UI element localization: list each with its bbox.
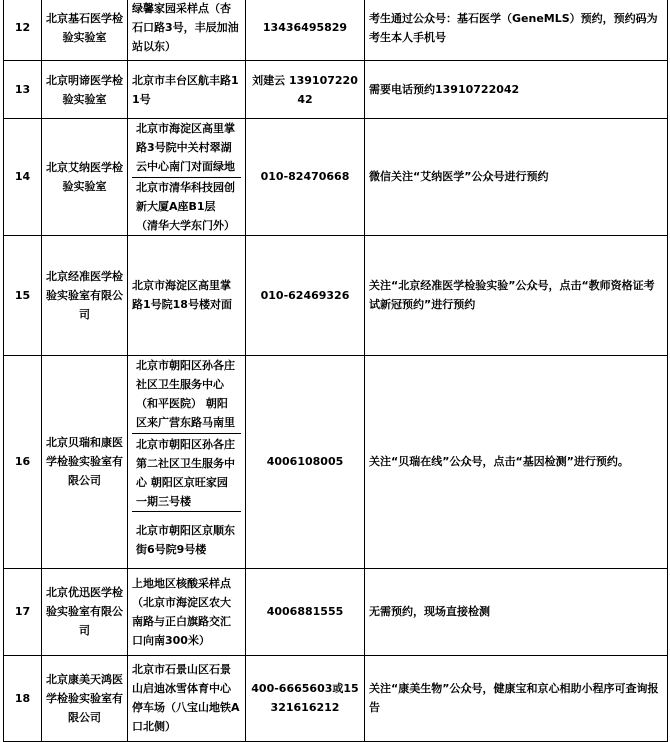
- lab-name: 北京优迅医学检验实验室有限公司: [42, 568, 128, 655]
- booking-note: 关注“贝瑞在线”公众号，点击“基因检测”进行预约。: [365, 355, 668, 568]
- phone-number: 13436495829: [246, 0, 365, 61]
- testing-sites-table: [3, 0, 668, 742]
- phone-number: 400-6665603或15321616212: [246, 655, 365, 741]
- row-number: 16: [4, 355, 42, 568]
- booking-note: 关注“北京经准医学检验实验”公众号，点击“教师资格证考试新冠预约”进行预约: [365, 235, 668, 355]
- sampling-address: 北京市海淀区高里掌路1号院18号楼对面: [128, 235, 246, 355]
- booking-note: 需要电话预约13910722042: [365, 61, 668, 119]
- row-number: 17: [4, 568, 42, 655]
- lab-name: 北京经准医学检验实验室有限公司: [42, 235, 128, 355]
- booking-note: 微信关注“艾纳医学”公众号进行预约: [365, 119, 668, 236]
- address-cell: [128, 355, 246, 568]
- table-row: [4, 0, 668, 61]
- lab-name: 北京艾纳医学检验实验室: [42, 119, 128, 236]
- booking-note: 关注“康美生物”公众号，健康宝和京心相助小程序可查询报告: [365, 655, 668, 741]
- row-number: 13: [4, 61, 42, 119]
- lab-name: 北京基石医学检验实验室: [42, 0, 128, 61]
- phone-number: 010-82470668: [246, 119, 365, 236]
- sampling-address: 北京市丰台区航丰路11号: [128, 61, 246, 119]
- address-cell: [128, 119, 246, 236]
- phone-number: 4006108005: [246, 355, 365, 568]
- booking-note: 无需预约，现场直接检测: [365, 568, 668, 655]
- sampling-address: 绿馨家园采样点（杏石口路3号，丰辰加油站以东）: [128, 0, 246, 61]
- table-row: [4, 61, 668, 119]
- row-number: 14: [4, 119, 42, 236]
- sampling-address: 北京市海淀区高里掌路3号院中关村翠湖云中心南门对面绿地: [136, 122, 235, 174]
- sampling-address: 北京市朝阳区京顺东街6号院9号楼: [132, 512, 241, 568]
- table-row: [4, 235, 668, 355]
- phone-number: 刘建云 13910722042: [246, 61, 365, 119]
- table-row: [4, 655, 668, 741]
- table-row: [4, 119, 668, 236]
- phone-number: 4006881555: [246, 568, 365, 655]
- row-number: 12: [4, 0, 42, 61]
- lab-name: 北京康美天鸿医学检验实验室有限公司: [42, 655, 128, 741]
- sampling-address: 北京市石景山区石景山启迪冰雪体育中心停车场（八宝山地铁A口北侧）: [128, 655, 246, 741]
- sampling-address: 北京市朝阳区孙各庄社区卫生服务中心（和平医院） 朝阳区来广营东路马南里: [136, 359, 235, 430]
- sampling-address: 上地地区核酸采样点（北京市海淀区农大南路与正白旗路交汇口向南300米）: [128, 568, 246, 655]
- table-row: [4, 568, 668, 655]
- table-row: [4, 355, 668, 568]
- sampling-address: 北京市清华科技园创新大厦A座B1层（清华大学东门外）: [132, 177, 241, 235]
- row-number: 15: [4, 235, 42, 355]
- phone-number: 010-62469326: [246, 235, 365, 355]
- sampling-address: 北京市朝阳区孙各庄第二社区卫生服务中心 朝阳区京旺家园一期三号楼: [132, 434, 241, 512]
- lab-name: 北京贝瑞和康医学检验实验室有限公司: [42, 355, 128, 568]
- booking-note: 考生通过公众号：基石医学（GeneMLS）预约，预约码为考生本人手机号: [365, 0, 668, 61]
- lab-name: 北京明谛医学检验实验室: [42, 61, 128, 119]
- row-number: 18: [4, 655, 42, 741]
